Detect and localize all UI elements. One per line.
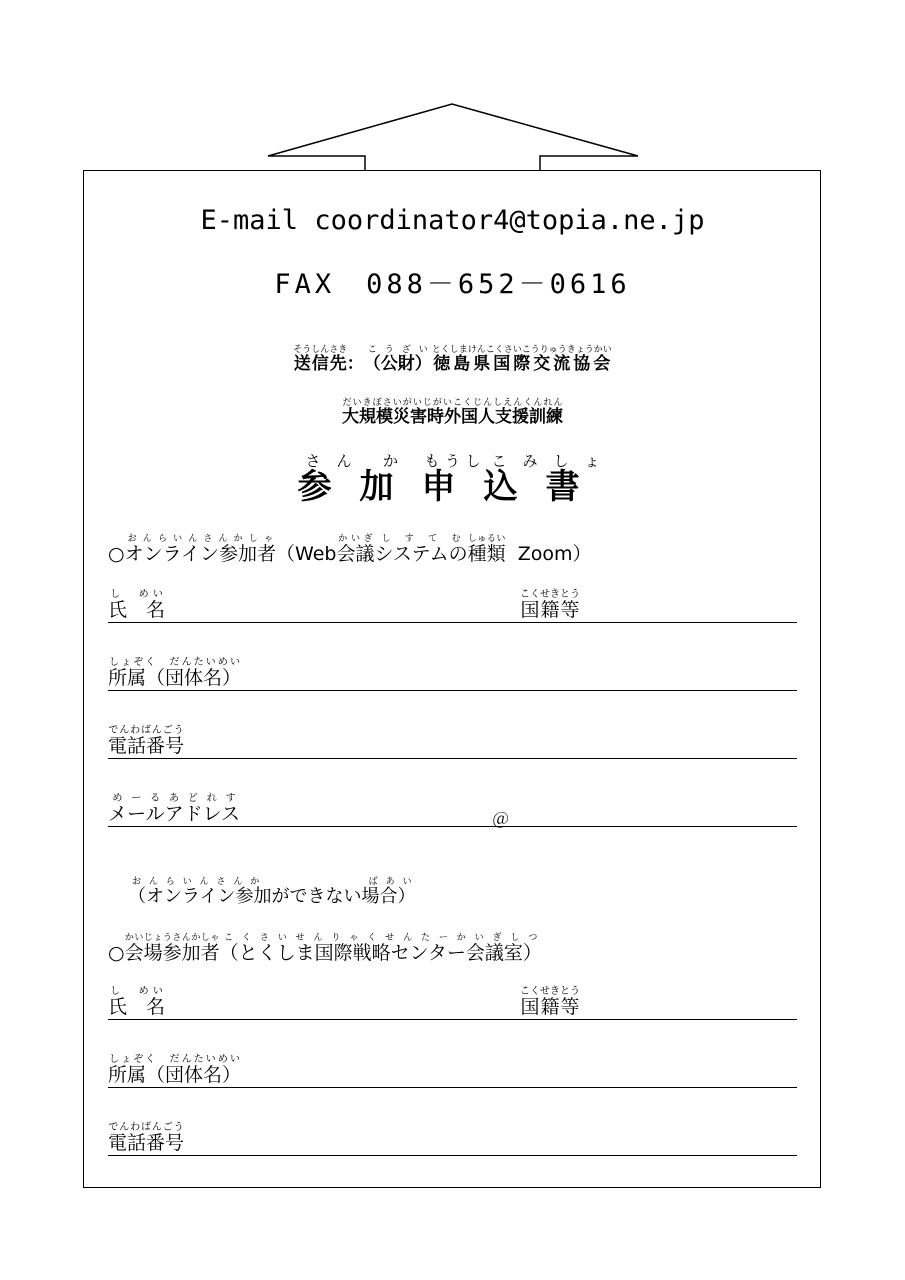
venue-affiliation-field[interactable] xyxy=(108,1087,797,1088)
contact-fax: FAX 088－652－0616 xyxy=(274,269,631,300)
online-email-field[interactable] xyxy=(108,826,797,827)
destination-line: 送信先そうしんさき：（公財）こうざい徳島県国際交流協会とくしまけんこくさいこうりゅうきょうかい xyxy=(293,345,612,374)
fallback-note: （オンライン参加ができない場合）おんらいんさんか ばあい xyxy=(128,877,416,907)
email-at-sign: ＠ xyxy=(492,810,509,830)
online-phone-label: 電話番号でんわばんごう xyxy=(108,725,185,757)
online-nationality-label: 国籍等こくせきとう xyxy=(520,589,580,621)
venue-name-field[interactable] xyxy=(108,1019,797,1020)
form-title: 参さん加か申もうし込こみ書しょ xyxy=(297,452,608,507)
venue-phone-label: 電話番号でんわばんごう xyxy=(108,1122,185,1154)
online-affiliation-label: 所属（団体名）しょぞく だんたいめい xyxy=(108,657,242,689)
online-email-label: メールアドレスめーるあどれす xyxy=(108,793,241,825)
venue-name-label: 氏 名し めい xyxy=(108,986,166,1018)
envelope-flap-outline xyxy=(0,0,905,180)
venue-phone-field[interactable] xyxy=(108,1155,797,1156)
venue-nationality-label: 国籍等こくせきとう xyxy=(520,986,580,1018)
venue-affiliation-label: 所属（団体名）しょぞく だんたいめい xyxy=(108,1054,242,1086)
contact-email: E-mail coordinator4@topia.ne.jp xyxy=(200,205,705,236)
online-name-label: 氏 名し めい xyxy=(108,589,166,621)
online-name-field[interactable] xyxy=(108,622,797,623)
online-phone-field[interactable] xyxy=(108,758,797,759)
training-name: 大規模災害時外国人支援訓練だいきぼさいがいじがいこくじんしえんくんれん xyxy=(342,398,563,427)
online-affiliation-field[interactable] xyxy=(108,690,797,691)
venue-heading: ○会場参加者かいじょうさんかしゃ（とくしま国際戦略センター会議室）こくさいせんりゃくせんたーかいぎしつ xyxy=(108,933,542,964)
online-heading: ○オンライン参加者おんらいんさんかしゃ（Web会議かいぎシステムのしすてむ種類しゅるい Zoom） xyxy=(108,534,592,565)
